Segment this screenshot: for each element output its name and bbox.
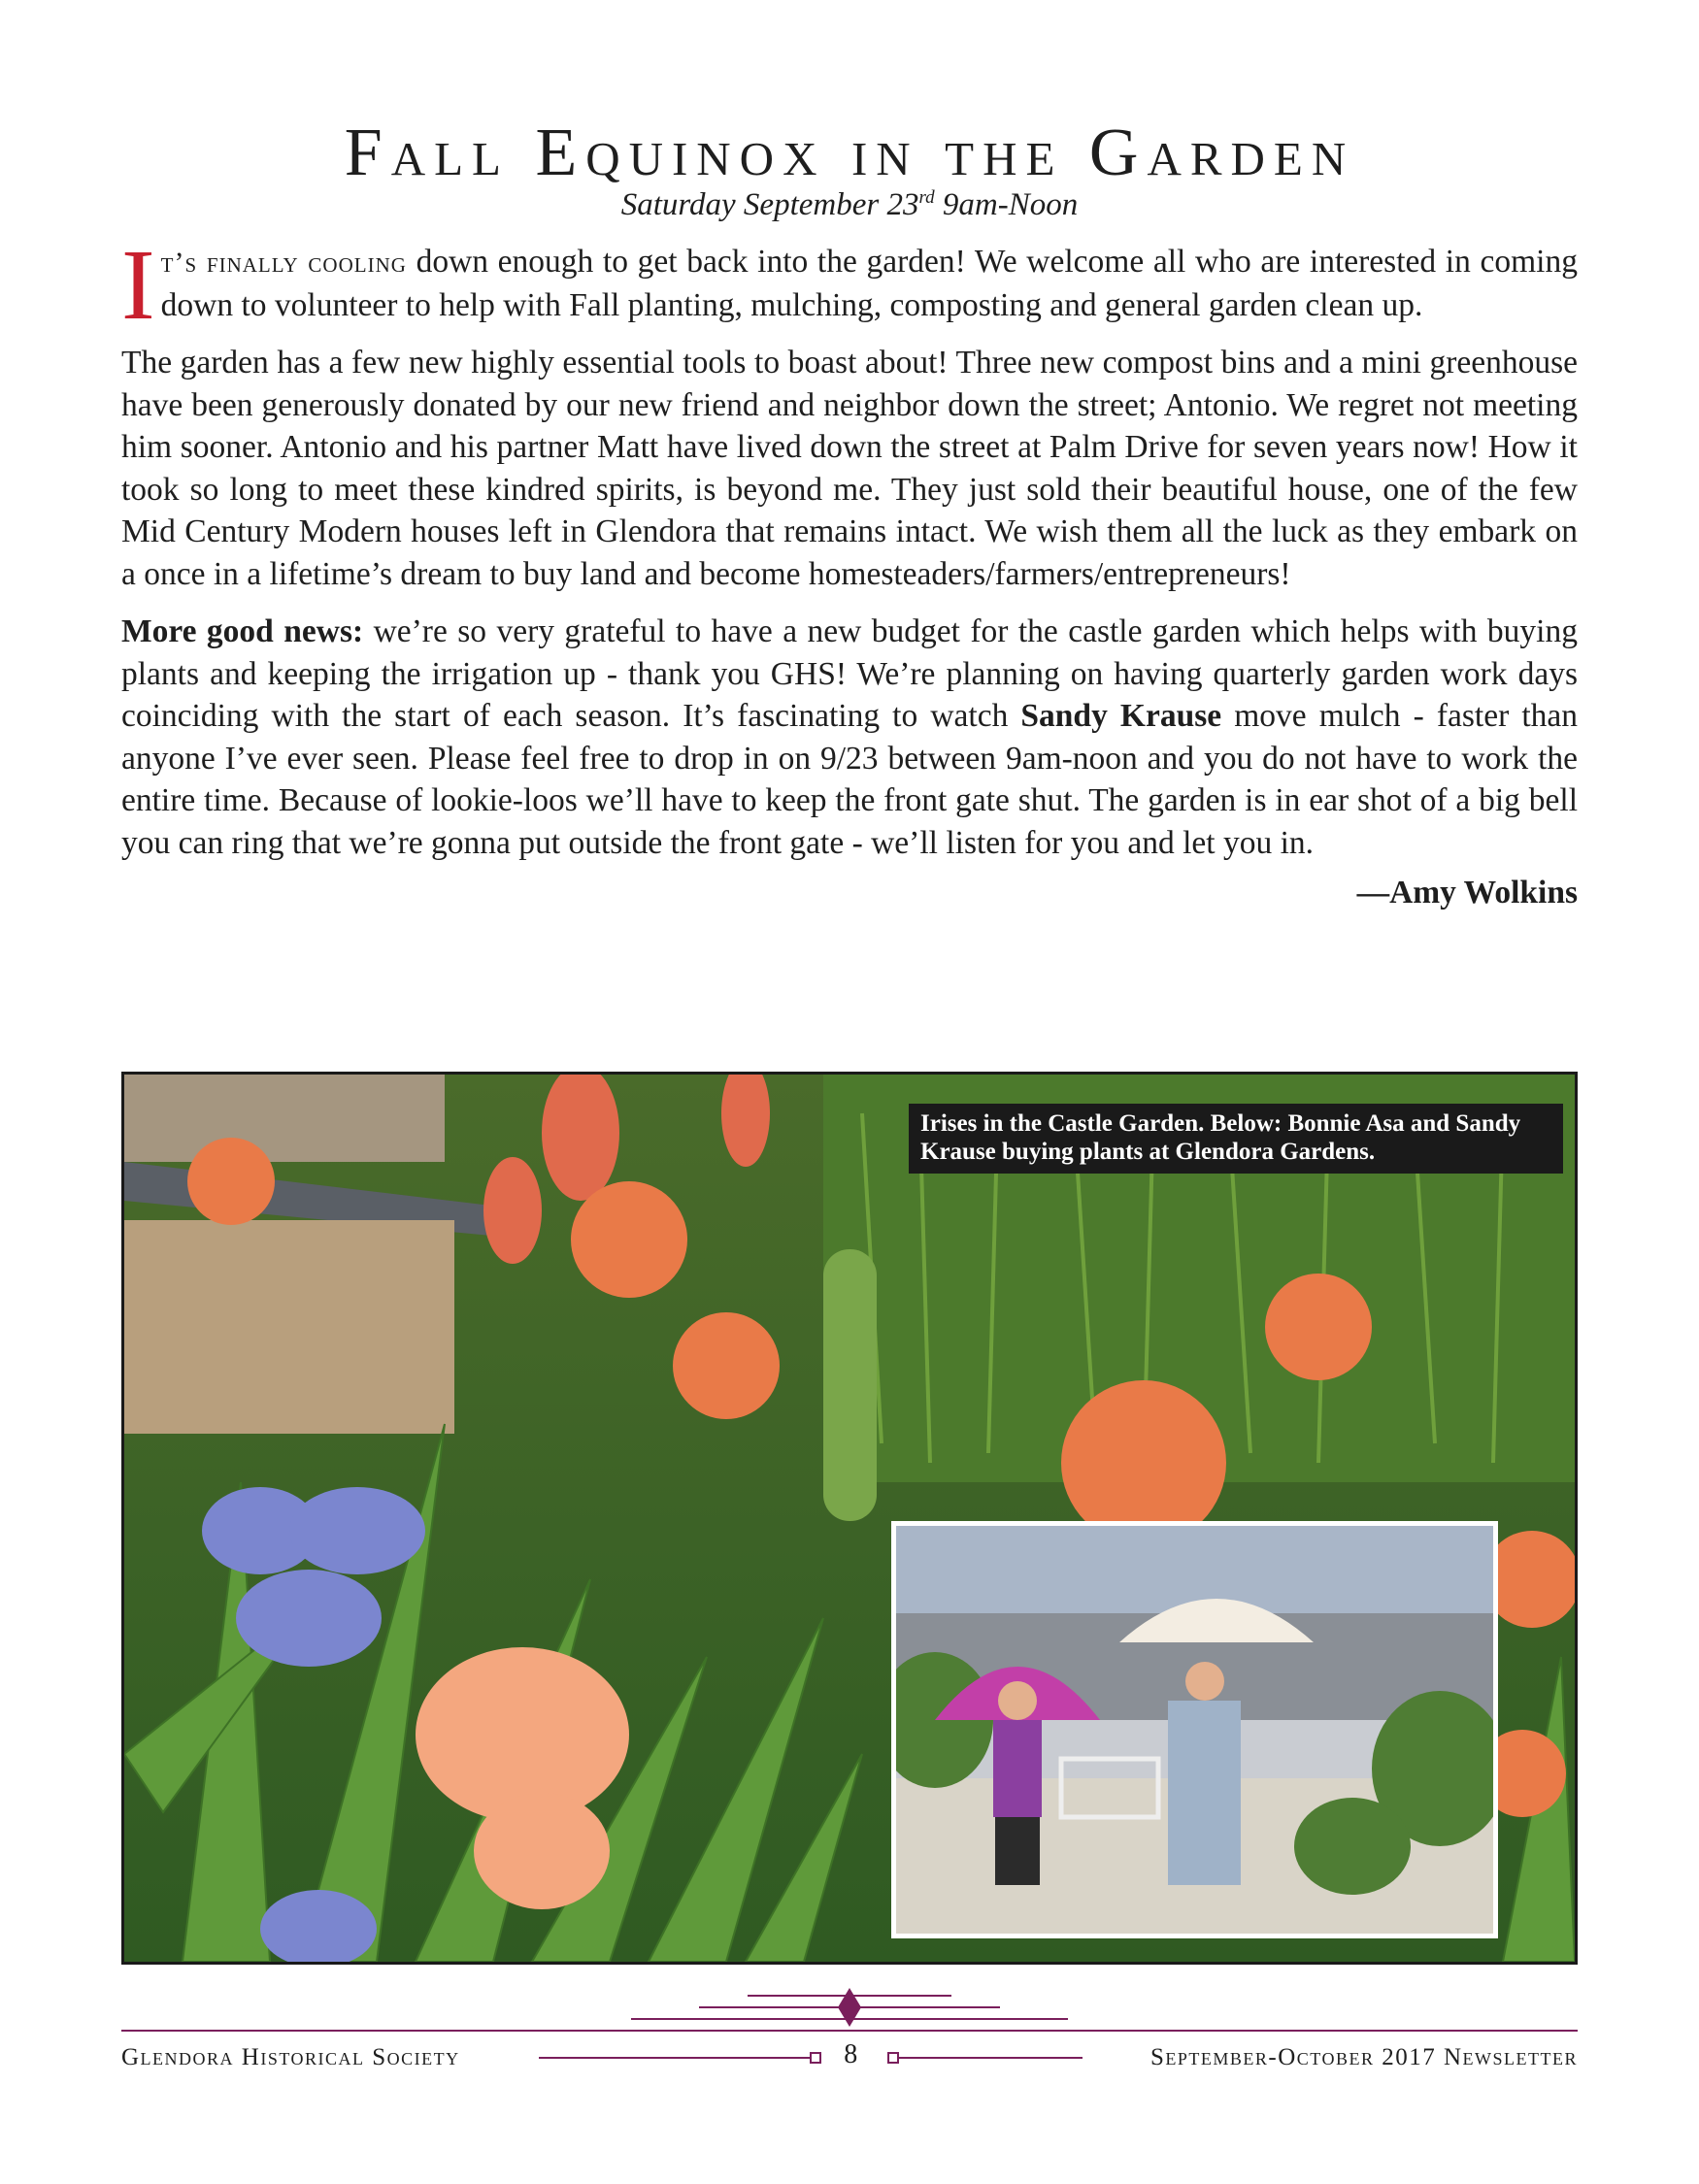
footer-ornament xyxy=(0,1980,1699,2038)
diamond-ornament-icon xyxy=(0,1980,1699,2038)
footer-issue: September-October 2017 Newsletter xyxy=(1149,2044,1578,2070)
highlighted-name: Sandy Krause xyxy=(1020,698,1222,734)
footer-organization: Glendora Historical Society xyxy=(121,2044,460,2070)
event-subtitle xyxy=(0,187,1699,223)
paragraph-1-text: down enough to get back into the garden! We welcome all who are interested in coming down to volunteer to help with Fall planting, mulching, composting and general garden clean up. xyxy=(160,244,1578,323)
page-title: Fall Equinox in the Garden xyxy=(344,116,1355,190)
lead-in-smallcaps: t’s finally cooling xyxy=(160,247,407,279)
subtitle-time: 9am-Noon xyxy=(934,187,1079,222)
garden-photo xyxy=(121,1072,1578,1965)
drop-cap: I xyxy=(121,229,155,341)
shoppers-illustration xyxy=(896,1526,1493,1934)
inset-photo xyxy=(891,1521,1498,1938)
author-byline: —Amy Wolkins xyxy=(1356,875,1578,910)
subtitle-date: Saturday September 23 xyxy=(620,187,919,222)
paragraph-1 xyxy=(121,229,1578,341)
paragraph-3-text-b: move mulch - faster than anyone I’ve ever seen. Please feel free to drop in on 9/23 between 9am-noon and you do not have to work the entire time. Because of lookie-loos we’ll have to keep the front gate shut. The garden is in ear shot of a big bell you can ring that we’re gonna put outside the front gate - we’ll listen for you and let you in. xyxy=(121,698,1579,861)
paragraph-3-lead: More good news: xyxy=(121,613,364,649)
paragraph-2: The garden has a few new highly essential tools to boast about! Three new compost bins and a mini greenhouse have been generously donated by our new friend and neighbor down the street; Antonio. We regret not meeting him sooner. Antonio and his partner Matt have lived down the street at Palm Drive for seven years now! How it took so long to meet these kindred spirits, is beyond me. They just sold their beautiful house, one of the few Mid Century Modern houses left in Glendora that remains intact. We wish them all the luck as they embark on a once in a lifetime’s dream to buy land and become homesteaders/farmers/entrepreneurs! xyxy=(121,345,1578,592)
page-number: 8 xyxy=(844,2039,859,2069)
article-body xyxy=(121,229,1579,914)
photo-caption: Irises in the Castle Garden. Below: Bonnie Asa and Sandy Krause buying plants at Glendora Gardens. xyxy=(909,1104,1563,1174)
paragraph-3 xyxy=(121,611,1578,864)
subtitle-ordinal: rd xyxy=(918,187,935,208)
paragraph-3-text-a: we’re so very grateful to have a new budget for the castle garden which helps with buying plants and keeping the irrigation up - thank you GHS! We’re planning on having quarterly garden work days coinciding with the start of each season. It’s fascinating to watch xyxy=(121,613,1578,734)
